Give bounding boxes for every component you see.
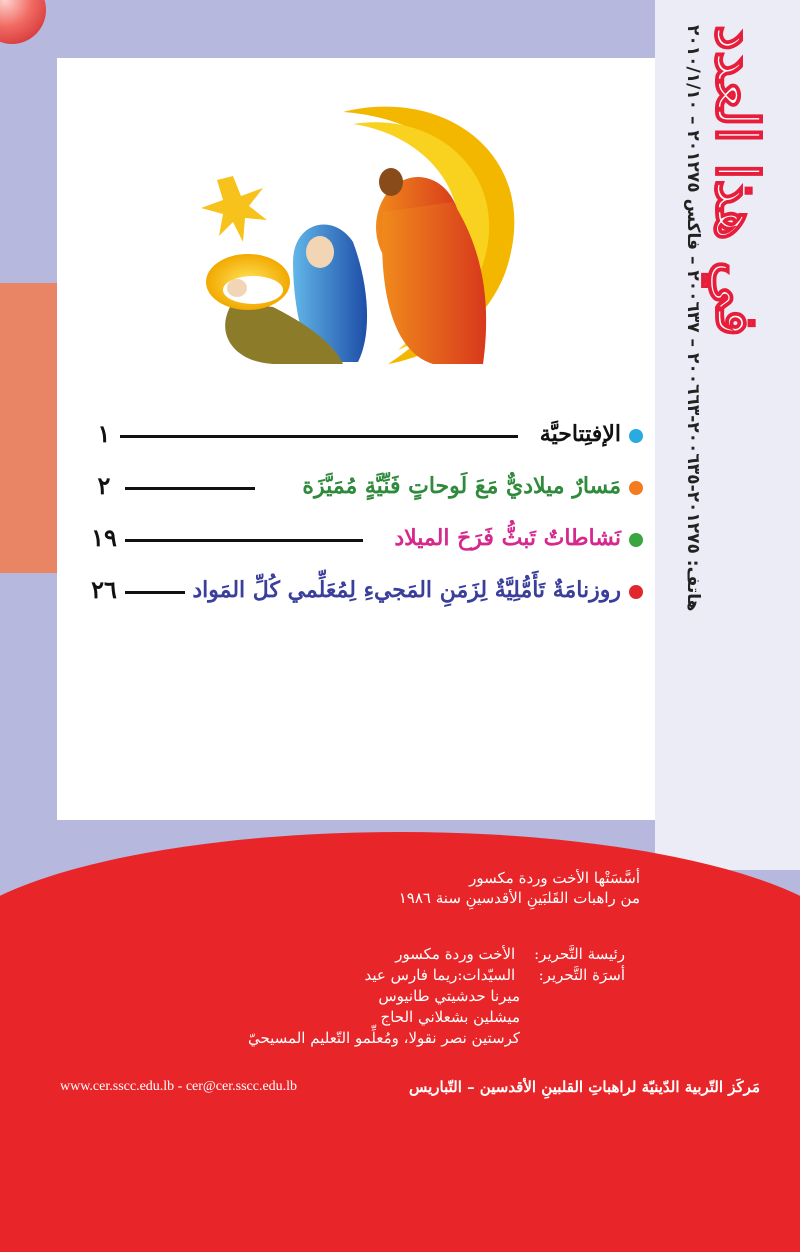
toc-page-number: ٢ — [97, 471, 111, 500]
center-name: مَركَز التّربية الدّينيّة لراهباتِ القلبينِ الأقدسين – التّباريس — [408, 1078, 760, 1096]
bullet-dot — [629, 585, 643, 599]
founder-info — [399, 868, 640, 908]
contact-line: هاتف: ٢٠١٢٧٥-٢٠٠٦٣٥-٢٠٠٦٦٣ – ٢٠٠٦٣٧ – فاكس ٢٠١٢٧٥ – ٢٠١٠/١/١٠ — [683, 25, 703, 612]
toc-title: مَسارٌ ميلاديٌّ مَعَ لَوحاتٍ فَنِّيَّةٍ مُمَيَّزَة — [302, 473, 621, 499]
nativity-illustration — [193, 92, 523, 380]
toc-item[interactable] — [70, 519, 645, 571]
table-of-contents — [70, 415, 645, 623]
toc-page-number: ٢٦ — [91, 575, 117, 604]
founder-line-1: أسَّسَتْها الأخت وردة مكسور — [469, 869, 640, 887]
founder-line-2: من راهبات القَلبَينِ الأقدسينِ سنة ١٩٨٦ — [398, 889, 640, 907]
bullet-dot — [629, 533, 643, 547]
editor-name: الأخت وردة مكسور — [395, 945, 516, 963]
footer — [60, 1078, 760, 1096]
bullet-dot — [629, 481, 643, 495]
leader-line — [125, 539, 363, 542]
vertical-header — [665, 20, 785, 870]
corner-ball-decoration — [0, 0, 46, 44]
toc-title: نَشاطاتٌ تَبثُّ فَرَحَ الميلاد — [394, 525, 621, 551]
bullet-dot — [629, 429, 643, 443]
toc-page-number: ١ — [97, 419, 111, 448]
editor-label: رئيسة التَّحرير: — [534, 945, 625, 963]
website-link[interactable]: www.cer.sscc.edu.lb - cer@cer.sscc.edu.lb — [60, 1079, 298, 1094]
board-member: السيّدات:ريما فارس عيد — [364, 966, 516, 984]
board-member: ميرنا حدشيتي طانيوس — [378, 987, 520, 1005]
editorial-staff — [248, 944, 625, 1049]
toc-page-number: ١٩ — [91, 523, 117, 552]
toc-item[interactable] — [70, 467, 645, 519]
toc-item[interactable] — [70, 571, 645, 623]
board-member: ميشلين بشعلاني الحاج — [380, 1008, 520, 1026]
toc-title: الإفتِتاحيَّة — [539, 421, 621, 447]
issue-title: في هذا العدد — [703, 25, 771, 337]
leader-line — [125, 487, 255, 490]
toc-item[interactable] — [70, 415, 645, 467]
toc-title: روزنامَةٌ تَأَمُّلِيَّةٌ لِزَمَنِ المَجيءِ لِمُعَلِّمي كُلِّ المَواد — [192, 577, 621, 603]
board-label: أسرَة التَّحرير: — [538, 966, 625, 984]
leader-line — [120, 435, 518, 438]
board-member: كرستين نصر نقولا، ومُعلِّمو التّعليم المسيحيّ — [247, 1029, 520, 1047]
leader-line — [125, 591, 185, 594]
